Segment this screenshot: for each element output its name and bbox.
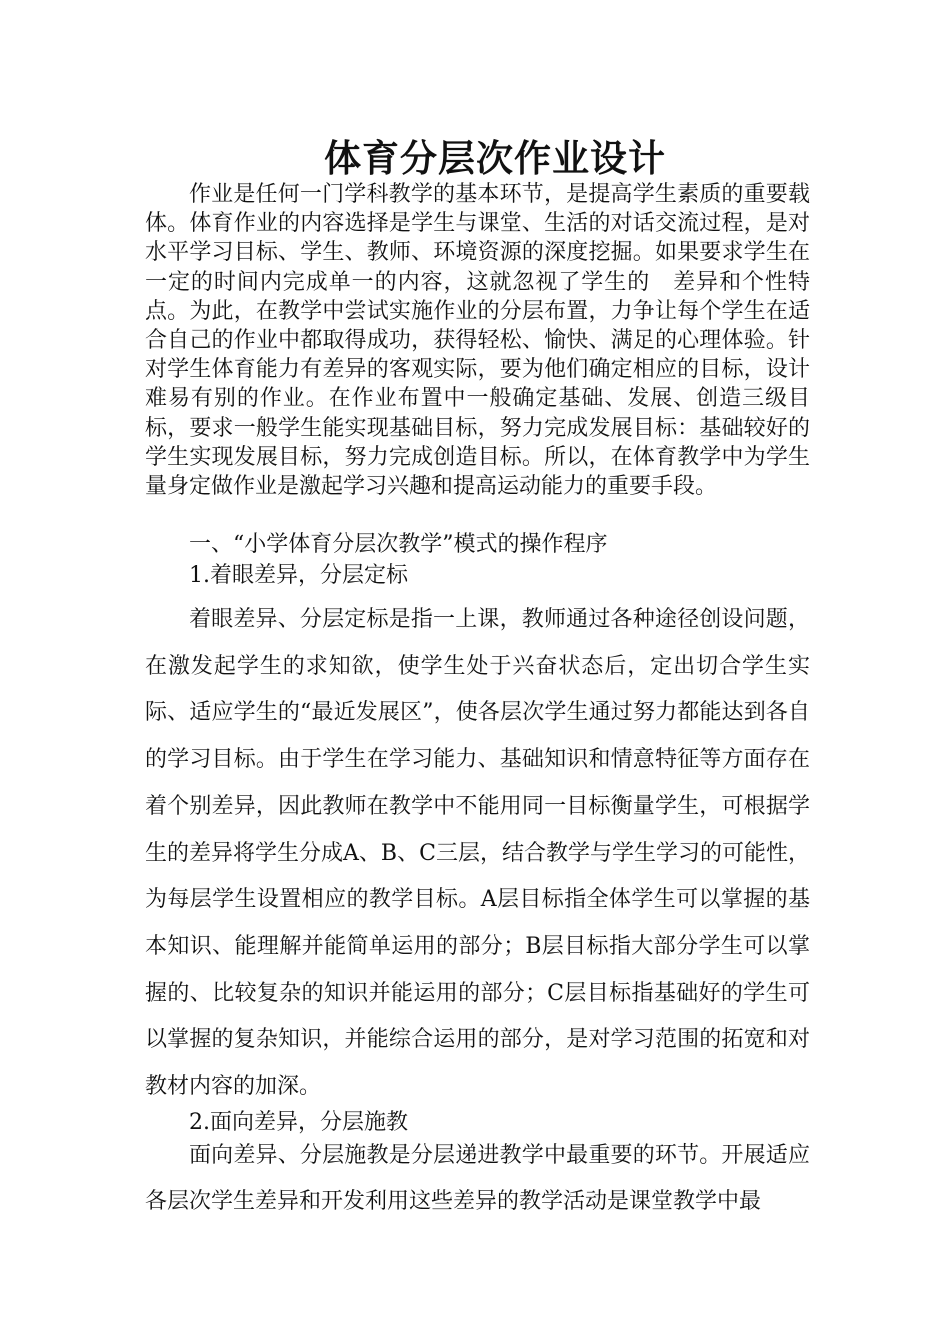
intro-paragraph: 作业是任何一门学科教学的基本环节，是提高学生素质的重要载体。体育作业的内容选择是学生与课堂、生活的对话交流过程，是对水平学习目标、学生、教师、环境资源的深度挖掘。如果要求学生在一定的时间内完成单一的内容，这就忽视了学生的 差异和个性特点。为此，在教学中尝试实施作业的分层布置，力争让每个学生在适合自己的作业中都取得成功，获得轻松、愉快、满足的心理体验。针对学生体育能力有差异的客观实际，要为他们确定相应的目标，设计难易有别的作业。在作业布置中一般确定基础、发展、创造三级目标，要求一般学生能实现基础目标，努力完成发展目标：基础较好的学生实现发展目标，努力完成创造目标。所以，在体育教学中为学生量身定做作业是激起学习兴趣和提高运动能力的重要手段。 [145,182,810,500]
document-title: 体育分层次作业设计 [324,137,666,180]
body-paragraph-1: 着眼差异、分层定标是指一上课，教师通过各种途径创设问题，在激发起学生的求知欲，使学生处于兴奋状态后，定出切合学生实际、适应学生的“最近发展区”，使各层次学生通过努力都能达到各自的学习目标。由于学生在学习能力、基础知识和情意特征等方面存在着个别差异，因此教师在教学中不能用同一目标衡量学生，可根据学生的差异将学生分成A、B、C三层，结合教学与学生学习的可能性，为每层学生设置相应的教学目标。A层目标指全体学生可以掌握的基本知识、能理解并能简单运用的部分；B层目标指大部分学生可以掌握的、比较复杂的知识并能运用的部分；C层目标指基础好的学生可以掌握的复杂知识，并能综合运用的部分，是对学习范围的拓宽和对教材内容的加深。 [145,607,810,1100]
sub-heading-1: 1.着眼差异，分层定标 [189,563,408,588]
section-heading: 一、“小学体育分层次教学”模式的操作程序 [189,532,608,557]
sub-heading-2: 2.面向差异，分层施教 [189,1110,408,1135]
body-paragraph-2: 面向差异、分层施教是分层递进教学中最重要的环节。开展适应各层次学生差异和开发利用这些差异的教学活动是课堂教学中最 [145,1143,810,1214]
